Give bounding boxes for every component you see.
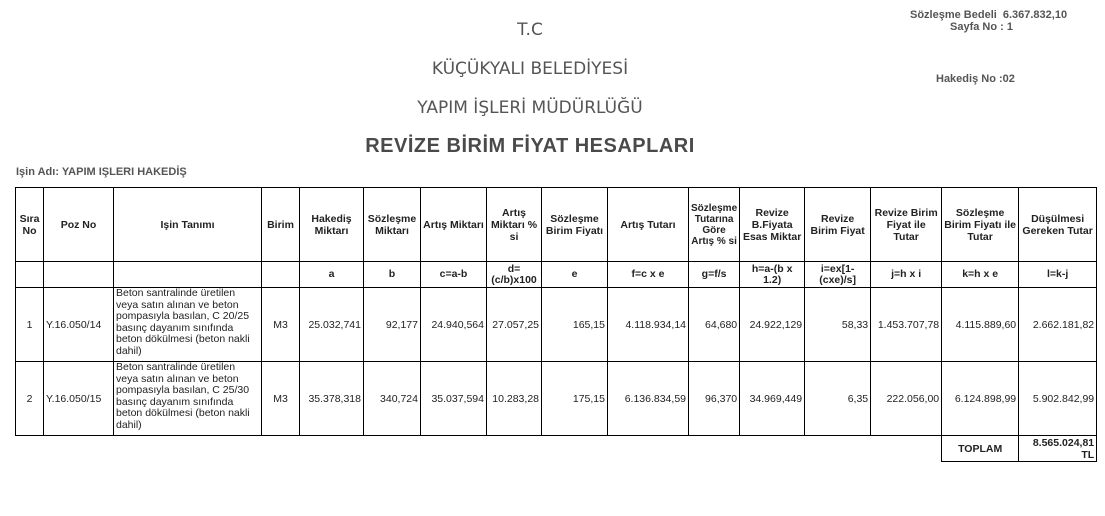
table-row xyxy=(16,362,1097,436)
cell-b: 340,724 xyxy=(364,362,421,436)
cell-d: 27.057,25 xyxy=(487,288,542,362)
col-sira: Sıra No xyxy=(16,188,44,262)
formula-h: h=a-(b x 1.2) xyxy=(740,262,805,288)
col-k: Sözleşme Birim Fiyatı ile Tutar xyxy=(942,188,1019,262)
cell-i: 58,33 xyxy=(805,288,871,362)
total-row xyxy=(16,436,1097,462)
header-municipality: KÜÇÜKYALI BELEDİYESİ xyxy=(431,59,629,79)
cell-c: 35.037,594 xyxy=(421,362,487,436)
cell-sira: 2 xyxy=(16,362,44,436)
formula-tanim xyxy=(114,262,262,288)
col-l: Düşülmesi Gereken Tutar xyxy=(1019,188,1097,262)
cell-l: 2.662.181,82 xyxy=(1019,288,1097,362)
cell-h: 34.969,449 xyxy=(740,362,805,436)
col-e: Sözleşme Birim Fiyatı xyxy=(542,188,608,262)
cell-poz: Y.16.050/14 xyxy=(44,288,114,362)
formula-g: g=f/s xyxy=(689,262,740,288)
job-name: Işin Adı: YAPIM IŞLERI HAKEDİŞ xyxy=(16,166,187,178)
col-c: Artış Miktarı xyxy=(421,188,487,262)
page-title: REVİZE BİRİM FİYAT HESAPLARI xyxy=(365,135,695,157)
total-amount: 8.565.024,81 xyxy=(1032,436,1095,449)
table-row xyxy=(16,288,1097,362)
cell-g: 64,680 xyxy=(689,288,740,362)
col-tanim: Işin Tanımı xyxy=(114,188,262,262)
cell-k: 6.124.898,99 xyxy=(942,362,1019,436)
cell-birim: M3 xyxy=(262,362,300,436)
page-number: Sayfa No : 1 xyxy=(950,21,1013,33)
formula-j: j=h x i xyxy=(871,262,942,288)
col-birim: Birim xyxy=(262,188,300,262)
formula-sira xyxy=(16,262,44,288)
col-g: Sözleşme Tutarına Göre Artış % si xyxy=(689,188,740,262)
cell-f: 6.136.834,59 xyxy=(608,362,689,436)
cell-j: 1.453.707,78 xyxy=(871,288,942,362)
formula-birim xyxy=(262,262,300,288)
total-currency: TL xyxy=(1081,448,1095,461)
cell-l: 5.902.842,99 xyxy=(1019,362,1097,436)
col-f: Artış Tutarı xyxy=(608,188,689,262)
cell-g: 96,370 xyxy=(689,362,740,436)
cell-tanim: Beton santralinde üretilen veya satın alınan ve beton pompasıyla basılan, C 20/25 basınç dayanım sınıfında beton dökülmesi (beton nakli dahil) xyxy=(114,288,262,362)
contract-amount-value: 6.367.832,10 xyxy=(1002,9,1068,21)
formula-c: c=a-b xyxy=(421,262,487,288)
col-d: Artış Miktarı % si xyxy=(487,188,542,262)
contract-amount xyxy=(910,9,1067,21)
cell-sira: 1 xyxy=(16,288,44,362)
cell-a: 25.032,741 xyxy=(300,288,364,362)
cell-b: 92,177 xyxy=(364,288,421,362)
total-spacer xyxy=(16,436,942,462)
cell-a: 35.378,318 xyxy=(300,362,364,436)
cell-poz: Y.16.050/15 xyxy=(44,362,114,436)
cell-h: 24.922,129 xyxy=(740,288,805,362)
cell-j: 222.056,00 xyxy=(871,362,942,436)
formula-i: i=ex[1-(cxe)/s] xyxy=(805,262,871,288)
formula-poz xyxy=(44,262,114,288)
header-tc: T.C xyxy=(517,20,543,40)
formula-k: k=h x e xyxy=(942,262,1019,288)
cell-i: 6,35 xyxy=(805,362,871,436)
total-label: TOPLAM xyxy=(942,436,1019,462)
col-b: Sözleşme Miktarı xyxy=(364,188,421,262)
col-poz: Poz No xyxy=(44,188,114,262)
cell-tanim: Beton santralinde üretilen veya satın alınan ve beton pompasıyla basılan, C 25/30 basınç dayanım sınıfında beton dökülmesi (beton nakli dahil) xyxy=(114,362,262,436)
cell-f: 4.118.934,14 xyxy=(608,288,689,362)
col-a: Hakediş Miktarı xyxy=(300,188,364,262)
col-h: Revize B.Fiyata Esas Miktar xyxy=(740,188,805,262)
total-value xyxy=(1019,436,1097,462)
header-department: YAPIM İŞLERİ MÜDÜRLÜĞÜ xyxy=(417,98,643,118)
contract-amount-label: Sözleşme Bedeli xyxy=(910,9,997,21)
formula-row xyxy=(16,262,1097,288)
formula-d: d=(c/b)x100 xyxy=(487,262,542,288)
col-j: Revize Birim Fiyat ile Tutar xyxy=(871,188,942,262)
cell-e: 165,15 xyxy=(542,288,608,362)
cell-birim: M3 xyxy=(262,288,300,362)
cell-d: 10.283,28 xyxy=(487,362,542,436)
price-table xyxy=(15,187,1097,462)
formula-l: l=k-j xyxy=(1019,262,1097,288)
cell-c: 24.940,564 xyxy=(421,288,487,362)
cell-e: 175,15 xyxy=(542,362,608,436)
formula-b: b xyxy=(364,262,421,288)
formula-f: f=c x e xyxy=(608,262,689,288)
progress-payment-number: Hakediş No :02 xyxy=(936,73,1015,85)
header-row xyxy=(16,188,1097,262)
formula-a: a xyxy=(300,262,364,288)
col-i: Revize Birim Fiyat xyxy=(805,188,871,262)
formula-e: e xyxy=(542,262,608,288)
cell-k: 4.115.889,60 xyxy=(942,288,1019,362)
